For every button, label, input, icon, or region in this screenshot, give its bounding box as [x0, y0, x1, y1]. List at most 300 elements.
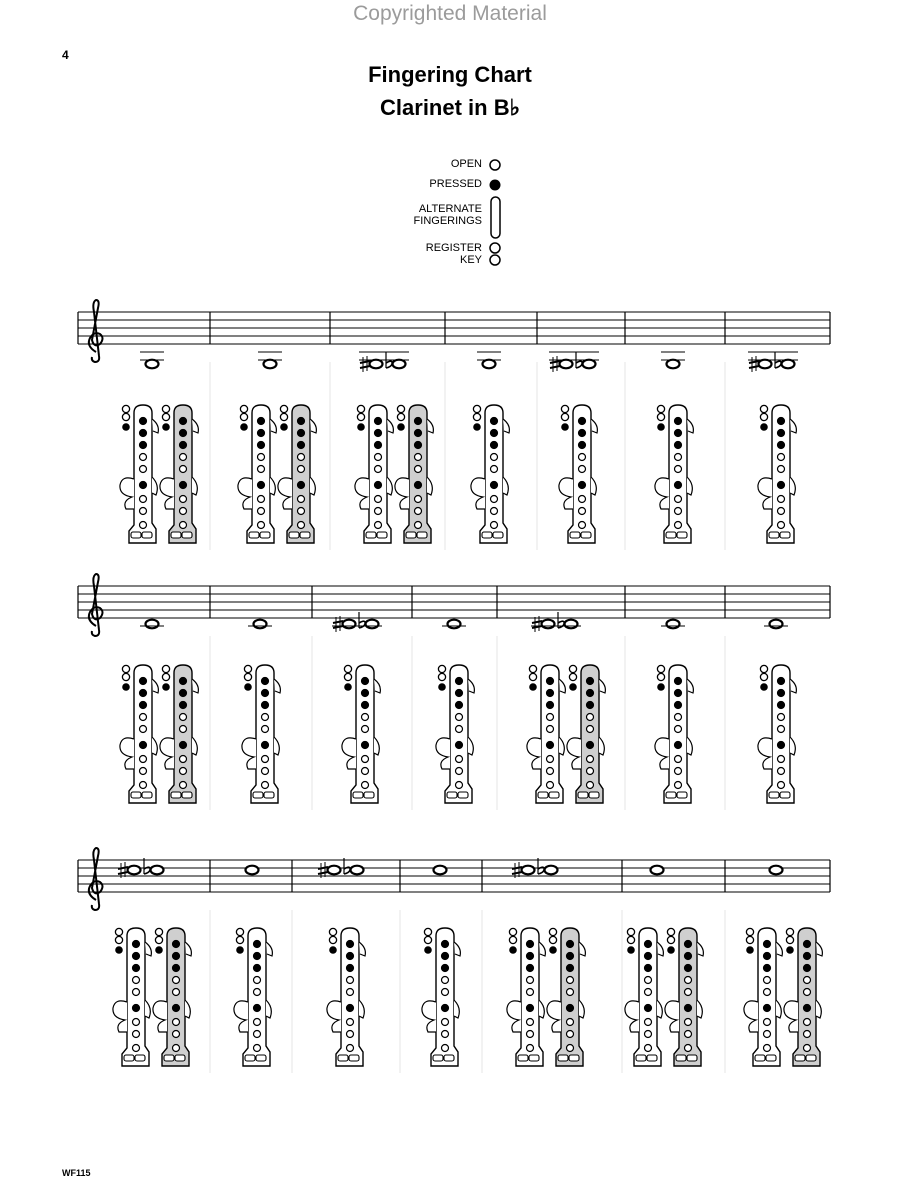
tone-hole — [262, 756, 269, 763]
tone-hole — [685, 1005, 692, 1012]
lever-cluster — [758, 738, 772, 769]
note-head — [448, 620, 461, 629]
register-key-ring — [760, 673, 767, 680]
tone-hole — [258, 418, 265, 425]
tone-hole — [133, 989, 140, 996]
tone-hole — [140, 442, 147, 449]
tone-hole — [456, 756, 463, 763]
register-key-ring — [115, 928, 122, 935]
tone-hole — [587, 702, 594, 709]
side-key — [152, 737, 157, 755]
clarinet-fingering — [238, 405, 276, 543]
register-key-ring — [236, 928, 243, 935]
tone-hole — [587, 726, 594, 733]
tone-hole — [527, 965, 534, 972]
tone-hole — [180, 522, 187, 529]
thumb-hole — [397, 423, 405, 431]
tone-hole — [778, 782, 785, 789]
side-key — [559, 679, 565, 693]
tone-hole — [442, 1031, 449, 1038]
side-key — [591, 419, 597, 433]
thumb-hole — [746, 946, 754, 954]
thumb-hole — [529, 683, 537, 691]
legend-pressed-label: PRESSED — [429, 178, 482, 190]
clarinet-fingering — [527, 665, 565, 803]
tone-hole — [180, 690, 187, 697]
tone-hole — [375, 496, 382, 503]
bell-key — [142, 792, 152, 798]
tone-hole — [567, 965, 574, 972]
side-key — [697, 1000, 702, 1018]
register-key-ring — [122, 665, 129, 672]
tone-hole — [804, 953, 811, 960]
tone-hole — [675, 508, 682, 515]
tone-hole — [675, 442, 682, 449]
tone-hole — [675, 430, 682, 437]
bell-key — [364, 792, 374, 798]
note-head — [667, 620, 680, 629]
note-head-oval — [782, 360, 795, 369]
tone-hole — [778, 466, 785, 473]
tone-hole — [685, 965, 692, 972]
tone-hole — [180, 782, 187, 789]
tone-hole — [173, 965, 180, 972]
tone-hole — [675, 768, 682, 775]
tone-hole — [415, 442, 422, 449]
tone-hole — [258, 496, 265, 503]
tone-hole — [173, 953, 180, 960]
tone-hole — [778, 454, 785, 461]
tone-hole — [133, 953, 140, 960]
tone-hole — [140, 714, 147, 721]
side-key — [579, 1000, 584, 1018]
note-head — [328, 866, 341, 875]
tone-hole — [442, 1045, 449, 1052]
tone-hole — [764, 1005, 771, 1012]
register-key-ring — [657, 413, 664, 420]
bell-key — [677, 532, 687, 538]
flat-bowl — [576, 361, 582, 368]
register-key-ring — [473, 405, 480, 412]
bell-key — [349, 1055, 359, 1061]
bell-key — [780, 532, 790, 538]
bell-key — [666, 532, 676, 538]
bell-key — [406, 532, 416, 538]
tone-hole — [415, 418, 422, 425]
tone-hole — [491, 418, 498, 425]
tone-hole — [347, 1005, 354, 1012]
tone-hole — [254, 965, 261, 972]
tone-hole — [547, 756, 554, 763]
treble-clef-icon — [89, 574, 103, 636]
thumb-hole — [122, 683, 130, 691]
tone-hole — [415, 430, 422, 437]
note-head — [651, 866, 664, 875]
tone-hole — [442, 1019, 449, 1026]
clarinet-fingering-alternate — [665, 928, 703, 1066]
tone-hole — [527, 1045, 534, 1052]
tone-hole — [415, 482, 422, 489]
side-key — [687, 477, 692, 495]
tone-hole — [180, 430, 187, 437]
note-head-oval — [366, 620, 379, 629]
sharp-bar — [118, 872, 128, 874]
tone-hole — [180, 742, 187, 749]
thumb-hole — [329, 946, 337, 954]
flat-bowl — [344, 867, 350, 874]
note-head-oval — [351, 866, 364, 875]
note-head-oval — [146, 360, 159, 369]
tone-hole — [262, 768, 269, 775]
note-head — [254, 620, 267, 629]
tone-hole — [778, 418, 785, 425]
tone-hole — [415, 454, 422, 461]
lever-cluster — [160, 738, 174, 769]
register-key-ring — [760, 405, 767, 412]
register-key-ring — [162, 665, 169, 672]
tone-hole — [254, 953, 261, 960]
clarinet-fingering-alternate — [784, 928, 822, 1066]
tone-hole — [579, 454, 586, 461]
tone-hole — [645, 1031, 652, 1038]
clarinet-fingering — [471, 405, 509, 543]
register-key-ring — [357, 413, 364, 420]
side-key — [192, 477, 197, 495]
tone-hole — [362, 702, 369, 709]
side-key — [152, 419, 158, 433]
lever-cluster — [758, 478, 772, 509]
register-key-ring — [746, 936, 753, 943]
thumb-hole — [786, 946, 794, 954]
tone-hole — [362, 756, 369, 763]
tone-hole — [375, 442, 382, 449]
clarinet-fingering — [342, 665, 380, 803]
tone-hole — [685, 1019, 692, 1026]
tone-hole — [298, 442, 305, 449]
bell-key — [433, 1055, 443, 1061]
register-key-ring — [786, 936, 793, 943]
tone-hole — [675, 742, 682, 749]
bell-key — [538, 792, 548, 798]
tone-hole — [375, 508, 382, 515]
note-head — [770, 866, 783, 875]
tone-hole — [527, 1005, 534, 1012]
bell-key — [581, 532, 591, 538]
tone-hole — [804, 941, 811, 948]
bell-key — [417, 532, 427, 538]
tone-hole — [140, 454, 147, 461]
tone-hole — [442, 953, 449, 960]
clarinet-fingering — [758, 665, 796, 803]
tone-hole — [456, 742, 463, 749]
clarinet-fingering-alternate — [567, 665, 605, 803]
tone-hole — [567, 1019, 574, 1026]
legend-register-line1: REGISTER — [425, 242, 482, 254]
register-key-ring — [155, 936, 162, 943]
sharp-bar — [318, 867, 328, 869]
bell-key — [131, 792, 141, 798]
tone-hole — [262, 726, 269, 733]
bell-key — [377, 532, 387, 538]
tone-hole — [133, 1005, 140, 1012]
tone-hole — [298, 418, 305, 425]
sharp-bar — [749, 361, 759, 363]
sharp-bar — [360, 366, 370, 368]
note-head-oval — [246, 866, 259, 875]
side-key — [687, 419, 693, 433]
tone-hole — [778, 678, 785, 685]
tone-hole — [567, 1005, 574, 1012]
bell-key — [249, 532, 259, 538]
tone-hole — [140, 430, 147, 437]
tone-hole — [685, 953, 692, 960]
sharp-bar — [532, 621, 542, 623]
tone-hole — [258, 466, 265, 473]
tone-hole — [173, 989, 180, 996]
tone-hole — [491, 496, 498, 503]
tone-hole — [579, 466, 586, 473]
note-head-oval — [343, 620, 356, 629]
tone-hole — [778, 522, 785, 529]
tone-hole — [764, 1019, 771, 1026]
treble-clef-icon — [89, 300, 103, 362]
flat-bowl — [558, 621, 564, 628]
tone-hole — [140, 496, 147, 503]
lever-cluster — [436, 738, 450, 769]
tone-hole — [262, 702, 269, 709]
lever-cluster — [242, 738, 256, 769]
title-line-2: Clarinet in B♭ — [380, 95, 520, 120]
register-key-ring — [122, 413, 129, 420]
register-key-ring — [162, 673, 169, 680]
note-head — [146, 360, 159, 369]
tone-hole — [456, 714, 463, 721]
register-key-ring — [760, 665, 767, 672]
bell-key — [647, 1055, 657, 1061]
thumb-hole — [344, 683, 352, 691]
tone-hole — [804, 977, 811, 984]
note-head-oval — [667, 620, 680, 629]
register-key-ring — [657, 665, 664, 672]
tone-hole — [645, 941, 652, 948]
tone-hole — [587, 768, 594, 775]
tone-hole — [491, 522, 498, 529]
tone-hole — [442, 977, 449, 984]
tone-hole — [180, 726, 187, 733]
clarinet-fingering — [625, 928, 663, 1066]
bell-key — [687, 1055, 697, 1061]
bell-key — [676, 1055, 686, 1061]
lever-cluster — [160, 478, 174, 509]
tone-hole — [764, 953, 771, 960]
bell-key — [135, 1055, 145, 1061]
tone-hole — [180, 508, 187, 515]
bell-key — [755, 1055, 765, 1061]
side-key — [454, 942, 460, 956]
tone-hole — [180, 442, 187, 449]
register-key-ring — [667, 936, 674, 943]
tone-hole — [347, 1031, 354, 1038]
note-head — [483, 360, 496, 369]
register-key-ring — [438, 673, 445, 680]
tone-hole — [547, 782, 554, 789]
tone-hole — [140, 508, 147, 515]
tone-hole — [347, 953, 354, 960]
tone-hole — [567, 989, 574, 996]
register-key-ring — [236, 936, 243, 943]
register-key-ring — [438, 665, 445, 672]
clarinet-fingering — [655, 405, 693, 543]
tone-hole — [587, 742, 594, 749]
tone-hole — [675, 726, 682, 733]
bell-key — [171, 532, 181, 538]
tone-hole — [491, 482, 498, 489]
tone-hole — [804, 1045, 811, 1052]
tone-hole — [645, 1045, 652, 1052]
side-key — [387, 477, 392, 495]
note-head-oval — [254, 620, 267, 629]
side-key — [503, 419, 509, 433]
register-key-ring — [627, 936, 634, 943]
tone-hole — [527, 989, 534, 996]
tone-hole — [456, 726, 463, 733]
tone-hole — [375, 466, 382, 473]
bell-key — [795, 1055, 805, 1061]
flat-bowl — [386, 361, 392, 368]
lever-cluster — [655, 738, 669, 769]
tone-hole — [347, 989, 354, 996]
bell-key — [806, 1055, 816, 1061]
tone-hole — [764, 977, 771, 984]
register-key-ring — [786, 928, 793, 935]
clarinet-fingering-alternate — [395, 405, 433, 543]
side-key — [697, 942, 703, 956]
note-head — [366, 620, 379, 629]
tone-hole — [764, 1031, 771, 1038]
register-key-ring — [397, 405, 404, 412]
tone-hole — [262, 714, 269, 721]
tone-hole — [254, 1005, 261, 1012]
tone-hole — [442, 1005, 449, 1012]
tone-hole — [362, 768, 369, 775]
note-head — [770, 620, 783, 629]
thumb-hole — [667, 946, 675, 954]
bell-key — [558, 1055, 568, 1061]
bell-key — [447, 792, 457, 798]
tone-hole — [375, 454, 382, 461]
side-key — [539, 942, 545, 956]
side-key — [579, 942, 585, 956]
catalog-code: WF115 — [62, 1168, 91, 1178]
tone-hole — [587, 782, 594, 789]
lever-cluster — [744, 1001, 758, 1032]
clarinet-fingering — [559, 405, 597, 543]
tone-hole — [527, 1019, 534, 1026]
tone-hole — [347, 1045, 354, 1052]
tone-hole — [347, 1019, 354, 1026]
bell-key — [366, 532, 376, 538]
note-head — [542, 620, 555, 629]
tone-hole — [180, 454, 187, 461]
register-key-ring — [473, 413, 480, 420]
tone-hole — [685, 1045, 692, 1052]
note-head — [151, 866, 164, 875]
flat-bowl — [144, 867, 150, 874]
tone-hole — [804, 965, 811, 972]
bell-key — [245, 1055, 255, 1061]
thumb-hole — [162, 683, 170, 691]
tone-hole — [491, 508, 498, 515]
side-key — [274, 737, 279, 755]
sharp-bar — [118, 867, 128, 869]
lever-cluster — [153, 1001, 167, 1032]
sharp-bar — [512, 872, 522, 874]
note-head-oval — [370, 360, 383, 369]
register-key-ring — [746, 928, 753, 935]
note-head-oval — [545, 866, 558, 875]
tone-hole — [173, 1031, 180, 1038]
note-head-oval — [759, 360, 772, 369]
tone-hole — [778, 756, 785, 763]
tone-hole — [579, 522, 586, 529]
tone-hole — [764, 965, 771, 972]
tone-hole — [173, 977, 180, 984]
register-key-ring — [627, 928, 634, 935]
thumb-hole — [569, 683, 577, 691]
tone-hole — [258, 430, 265, 437]
note-head-oval — [583, 360, 596, 369]
tone-hole — [579, 482, 586, 489]
tone-hole — [258, 442, 265, 449]
side-key — [274, 679, 280, 693]
tone-hole — [140, 466, 147, 473]
tone-hole — [140, 678, 147, 685]
tone-hole — [347, 977, 354, 984]
bell-key — [636, 1055, 646, 1061]
tone-hole — [254, 1031, 261, 1038]
clarinet-fingering — [422, 928, 460, 1066]
tone-hole — [491, 430, 498, 437]
tone-hole — [133, 1031, 140, 1038]
lever-cluster — [547, 1001, 561, 1032]
tone-hole — [675, 678, 682, 685]
side-key — [145, 1000, 150, 1018]
bell-key — [493, 532, 503, 538]
bell-key — [338, 1055, 348, 1061]
side-key — [687, 679, 693, 693]
tone-hole — [415, 522, 422, 529]
clarinet-fingering — [120, 665, 158, 803]
note-head — [343, 620, 356, 629]
side-key — [192, 737, 197, 755]
note-head — [264, 360, 277, 369]
register-key-ring — [162, 413, 169, 420]
tone-hole — [587, 714, 594, 721]
tone-hole — [173, 1019, 180, 1026]
tone-hole — [547, 678, 554, 685]
side-key — [185, 1000, 190, 1018]
tone-hole — [298, 508, 305, 515]
tone-hole — [140, 782, 147, 789]
tone-hole — [491, 442, 498, 449]
tone-hole — [362, 678, 369, 685]
treble-clef-icon — [89, 848, 103, 910]
tone-hole — [587, 756, 594, 763]
side-key — [790, 477, 795, 495]
tone-hole — [804, 1005, 811, 1012]
register-key-ring — [529, 665, 536, 672]
tone-hole — [685, 1031, 692, 1038]
